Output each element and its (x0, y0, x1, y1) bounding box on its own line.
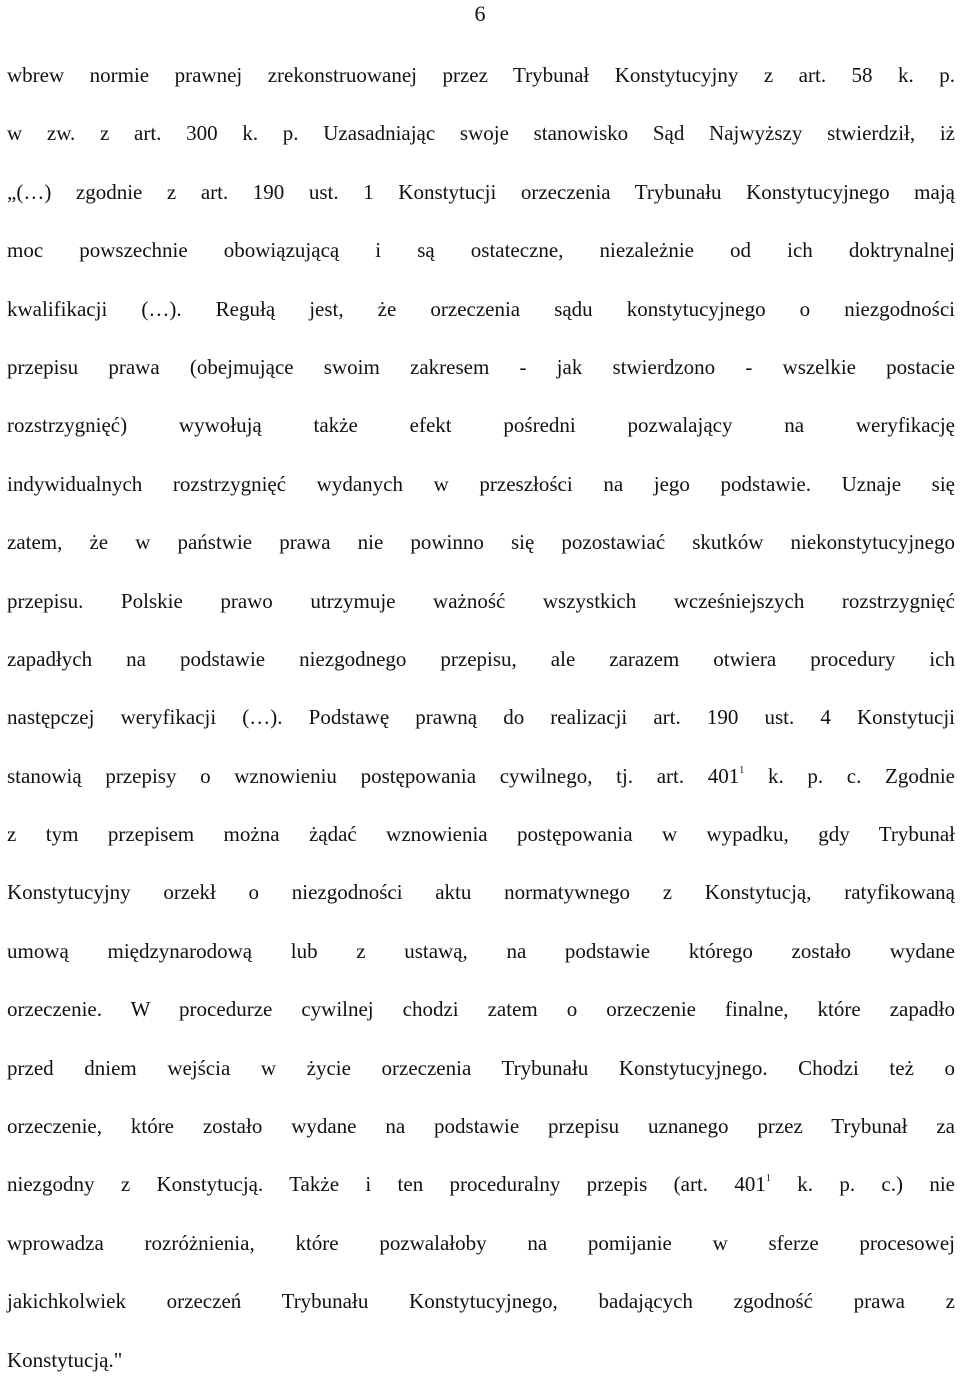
text-line (7, 867, 955, 925)
text-line-continuation: k. p. c. Zgodnie (744, 763, 955, 788)
text-line (7, 984, 955, 1042)
text-line-content: zapadłych na podstawie niezgodnego przepisu, ale zarazem otwiera procedury ich (7, 646, 955, 671)
text-line (7, 1276, 955, 1334)
text-line-content: orzeczenie, które zostało wydane na podstawie przepisu uznanego przez Trybunał za (7, 1114, 955, 1139)
text-line (7, 634, 955, 692)
text-line (7, 284, 955, 342)
text-line (7, 400, 955, 458)
text-line-content: stanowią przepisy o wznowieniu postępowania cywilnego, tj. art. 401 (7, 763, 740, 788)
footnote-superscript: 1 (739, 764, 745, 776)
text-line (7, 342, 955, 400)
text-line-content: rozstrzygnięć) wywołują także efekt pośredni pozwalający na weryfikację (7, 413, 955, 438)
text-line-content: Konstytucyjny orzekł o niezgodności aktu normatywnego z Konstytucją, ratyfikowaną (7, 880, 955, 905)
text-line (7, 576, 955, 634)
text-line (7, 1218, 955, 1276)
text-line-content: jakichkolwiek orzeczeń Trybunału Konstytucyjnego, badających zgodność prawa z (7, 1289, 955, 1314)
text-line-continuation: k. p. c.) nie (770, 1172, 955, 1197)
text-line-content: zatem, że w państwie prawa nie powinno się pozostawiać skutków niekonstytucyjnego (7, 530, 955, 555)
text-line-content: orzeczenie. W procedurze cywilnej chodzi zatem o orzeczenie finalne, które zapadło (7, 997, 955, 1022)
text-line-content: przepisu. Polskie prawo utrzymuje ważność wszystkich wcześniejszych rozstrzygnięć (7, 588, 955, 613)
text-line (7, 926, 955, 984)
text-line-content: niezgodny z Konstytucją. Także i ten proceduralny przepis (art. 401 (7, 1172, 766, 1197)
text-line (7, 692, 955, 750)
text-line-content: Konstytucją." (7, 1347, 123, 1372)
body-text (7, 50, 955, 1393)
text-line-content: następczej weryfikacji (…). Podstawę prawną do realizacji art. 190 ust. 4 Konstytucji (7, 705, 955, 730)
text-line-content: wbrew normie prawnej zrekonstruowanej przez Trybunał Konstytucyjny z art. 58 k. p. (7, 63, 955, 87)
text-line (7, 517, 955, 575)
page-number: 6 (474, 1, 486, 26)
text-line (7, 1101, 955, 1159)
text-line-content: w zw. z art. 300 k. p. Uzasadniając swoje stanowisko Sąd Najwyższy stwierdził, iż (7, 121, 955, 146)
text-line (7, 459, 955, 517)
footnote-superscript: 1 (765, 1173, 771, 1185)
text-line (7, 751, 955, 809)
text-line-content: umową międzynarodową lub z ustawą, na podstawie którego zostało wydane (7, 938, 955, 963)
text-line (7, 108, 955, 166)
text-line-content: przepisu prawa (obejmujące swoim zakresem - jak stwierdzono - wszelkie postacie (7, 354, 955, 379)
text-line (7, 225, 955, 283)
text-line (7, 1043, 955, 1101)
text-line (7, 809, 955, 867)
text-line-content: z tym przepisem można żądać wznowienia postępowania w wypadku, gdy Trybunał (7, 822, 955, 847)
text-line (7, 1335, 955, 1393)
text-line-content: przed dniem wejścia w życie orzeczenia Trybunału Konstytucyjnego. Chodzi też o (7, 1055, 955, 1080)
text-line-content: kwalifikacji (…). Regułą jest, że orzeczenia sądu konstytucyjnego o niezgodności (7, 296, 955, 321)
text-line (7, 50, 955, 108)
text-line-content: moc powszechnie obowiązującą i są ostateczne, niezależnie od ich doktrynalnej (7, 238, 955, 263)
text-line-content: wprowadza rozróżnienia, które pozwalałoby na pomijanie w sferze procesowej (7, 1230, 955, 1255)
text-line-content: „(…) zgodnie z art. 190 ust. 1 Konstytucji orzeczenia Trybunału Konstytucyjnego mają (7, 179, 955, 204)
text-line (7, 1159, 955, 1217)
text-line-content: indywidualnych rozstrzygnięć wydanych w przeszłości na jego podstawie. Uznaje się (7, 471, 955, 496)
text-line (7, 167, 955, 225)
